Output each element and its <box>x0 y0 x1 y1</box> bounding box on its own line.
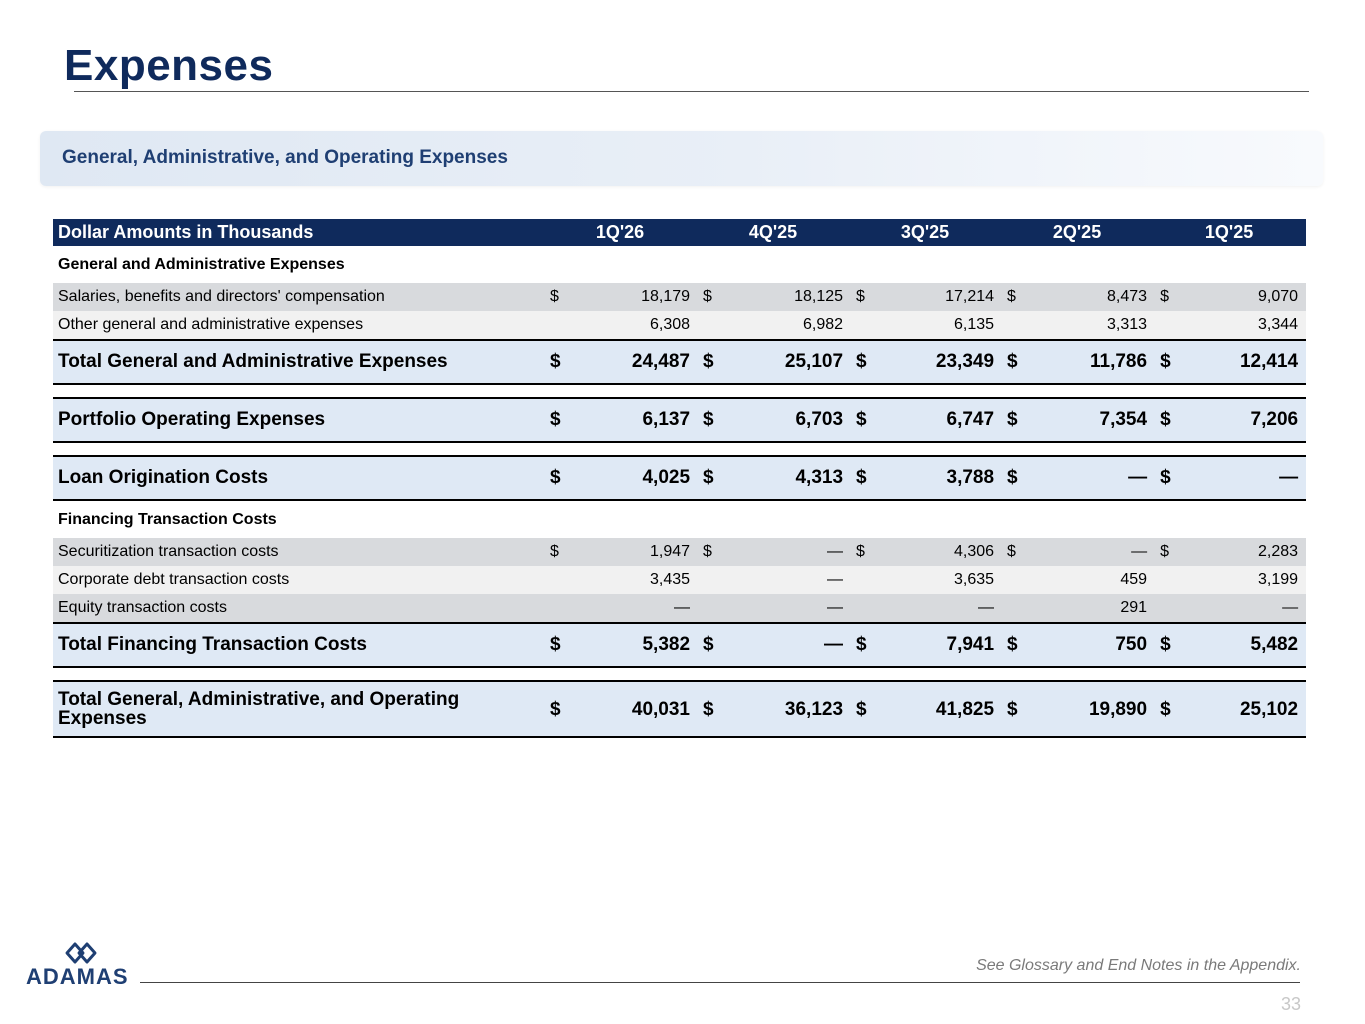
row-label: Portfolio Operating Expenses <box>53 398 545 442</box>
row-label: Total General and Administrative Expenses <box>53 340 545 384</box>
cell-value: — <box>571 594 698 623</box>
section-label: Financing Transaction Costs <box>58 510 277 528</box>
cell-value: — <box>1028 456 1155 500</box>
currency-symbol: $ <box>698 538 724 566</box>
table-body <box>53 246 1306 737</box>
cell-value: 3,435 <box>571 566 698 594</box>
spacer-row <box>53 442 1306 456</box>
currency-symbol: $ <box>698 623 724 667</box>
row-label: Salaries, benefits and directors' compensation <box>53 283 545 311</box>
currency-symbol: $ <box>1002 623 1028 667</box>
section-banner <box>40 131 1323 186</box>
currency-symbol: $ <box>545 623 571 667</box>
currency-symbol: $ <box>1155 340 1181 384</box>
currency-symbol: $ <box>1155 623 1181 667</box>
currency-symbol: $ <box>698 283 724 311</box>
cell-value: 4,313 <box>724 456 851 500</box>
row-label: Total Financing Transaction Costs <box>53 623 545 667</box>
currency-symbol: $ <box>545 340 571 384</box>
currency-symbol <box>1155 566 1181 594</box>
cell-value: 17,214 <box>877 283 1002 311</box>
currency-symbol: $ <box>1155 681 1181 737</box>
currency-symbol: $ <box>1155 398 1181 442</box>
cell-value: 25,102 <box>1181 681 1306 737</box>
cell-value: 25,107 <box>724 340 851 384</box>
table-header-row <box>53 219 1306 246</box>
currency-symbol: $ <box>698 340 724 384</box>
expenses-table <box>53 219 1306 738</box>
header-period: 4Q'25 <box>698 219 851 246</box>
currency-symbol <box>545 311 571 340</box>
currency-symbol <box>545 594 571 623</box>
currency-symbol <box>851 566 877 594</box>
cell-value: 8,473 <box>1028 283 1155 311</box>
cell-value: 291 <box>1028 594 1155 623</box>
currency-symbol: $ <box>851 283 877 311</box>
currency-symbol: $ <box>545 681 571 737</box>
currency-symbol <box>851 594 877 623</box>
section-label: General and Administrative Expenses <box>58 255 345 273</box>
currency-symbol <box>1002 594 1028 623</box>
total-row <box>53 456 1306 500</box>
cell-value: 19,890 <box>1028 681 1155 737</box>
cell-value: 7,354 <box>1028 398 1155 442</box>
cell-value: 3,199 <box>1181 566 1306 594</box>
row-label: Securitization transaction costs <box>53 538 545 566</box>
cell-value: 5,482 <box>1181 623 1306 667</box>
total-row <box>53 681 1306 737</box>
currency-symbol: $ <box>698 456 724 500</box>
cell-value: 4,306 <box>877 538 1002 566</box>
row-label: Corporate debt transaction costs <box>53 566 545 594</box>
currency-symbol: $ <box>1002 456 1028 500</box>
row-label: Equity transaction costs <box>53 594 545 623</box>
cell-value: — <box>724 566 851 594</box>
company-logo <box>26 940 136 990</box>
section-header-row <box>53 246 1306 283</box>
cell-value: 5,382 <box>571 623 698 667</box>
cell-value: — <box>1181 594 1306 623</box>
cell-value: — <box>724 623 851 667</box>
cell-value: 12,414 <box>1181 340 1306 384</box>
row-label: Loan Origination Costs <box>53 456 545 500</box>
cell-value: 36,123 <box>724 681 851 737</box>
table-row <box>53 566 1306 594</box>
cell-value: 9,070 <box>1181 283 1306 311</box>
table-row <box>53 311 1306 340</box>
total-row <box>53 623 1306 667</box>
cell-value: 11,786 <box>1028 340 1155 384</box>
currency-symbol: $ <box>1002 681 1028 737</box>
logo-mark-icon <box>63 940 99 966</box>
cell-value: 3,313 <box>1028 311 1155 340</box>
cell-value: 6,135 <box>877 311 1002 340</box>
currency-symbol: $ <box>698 398 724 442</box>
section-header-row <box>53 500 1306 538</box>
header-period: 1Q'26 <box>545 219 698 246</box>
header-period: 3Q'25 <box>851 219 1002 246</box>
table-row <box>53 538 1306 566</box>
title-divider <box>74 91 1309 92</box>
currency-symbol: $ <box>1155 283 1181 311</box>
page-number: 33 <box>1280 994 1301 1014</box>
spacer-row <box>53 384 1306 398</box>
table-row <box>53 594 1306 623</box>
cell-value: 2,283 <box>1181 538 1306 566</box>
cell-value: 4,025 <box>571 456 698 500</box>
currency-symbol: $ <box>1002 538 1028 566</box>
currency-symbol: $ <box>851 681 877 737</box>
cell-value: 40,031 <box>571 681 698 737</box>
row-label: Other general and administrative expenses <box>53 311 545 340</box>
footer-divider <box>140 982 1300 983</box>
cell-value: — <box>724 594 851 623</box>
cell-value: 6,308 <box>571 311 698 340</box>
currency-symbol: $ <box>1155 456 1181 500</box>
currency-symbol <box>1002 311 1028 340</box>
row-label: Total General, Administrative, and Operating Expenses <box>53 681 545 737</box>
cell-value: 41,825 <box>877 681 1002 737</box>
cell-value: — <box>877 594 1002 623</box>
cell-value: 18,179 <box>571 283 698 311</box>
header-period: 1Q'25 <box>1155 219 1306 246</box>
currency-symbol <box>698 311 724 340</box>
cell-value: 750 <box>1028 623 1155 667</box>
cell-value: 6,703 <box>724 398 851 442</box>
currency-symbol: $ <box>545 456 571 500</box>
currency-symbol: $ <box>545 538 571 566</box>
cell-value: 6,982 <box>724 311 851 340</box>
cell-value: 3,344 <box>1181 311 1306 340</box>
cell-value: 7,206 <box>1181 398 1306 442</box>
logo-text: ADAMAS <box>26 964 129 989</box>
spacer-row <box>53 667 1306 681</box>
currency-symbol: $ <box>851 623 877 667</box>
section-title: General, Administrative, and Operating Expenses <box>62 147 508 168</box>
page-title: Expenses <box>64 41 274 90</box>
currency-symbol: $ <box>851 398 877 442</box>
cell-value: 18,125 <box>724 283 851 311</box>
currency-symbol <box>1002 566 1028 594</box>
cell-value: 459 <box>1028 566 1155 594</box>
cell-value: 1,947 <box>571 538 698 566</box>
currency-symbol: $ <box>1002 283 1028 311</box>
currency-symbol: $ <box>1002 340 1028 384</box>
currency-symbol: $ <box>851 456 877 500</box>
currency-symbol <box>698 566 724 594</box>
currency-symbol: $ <box>545 283 571 311</box>
currency-symbol <box>698 594 724 623</box>
cell-value: 23,349 <box>877 340 1002 384</box>
currency-symbol <box>1155 594 1181 623</box>
currency-symbol <box>545 566 571 594</box>
cell-value: — <box>1181 456 1306 500</box>
cell-value: 3,635 <box>877 566 1002 594</box>
cell-value: — <box>1028 538 1155 566</box>
currency-symbol <box>1155 311 1181 340</box>
currency-symbol <box>851 311 877 340</box>
cell-value: 6,137 <box>571 398 698 442</box>
cell-value: 24,487 <box>571 340 698 384</box>
cell-value: 7,941 <box>877 623 1002 667</box>
header-label: Dollar Amounts in Thousands <box>53 219 545 246</box>
currency-symbol: $ <box>545 398 571 442</box>
cell-value: — <box>724 538 851 566</box>
footnote: See Glossary and End Notes in the Appendix. <box>976 957 1301 974</box>
currency-symbol: $ <box>698 681 724 737</box>
currency-symbol: $ <box>1155 538 1181 566</box>
header-period: 2Q'25 <box>1002 219 1155 246</box>
cell-value: 6,747 <box>877 398 1002 442</box>
currency-symbol: $ <box>851 538 877 566</box>
cell-value: 3,788 <box>877 456 1002 500</box>
table-row <box>53 283 1306 311</box>
currency-symbol: $ <box>851 340 877 384</box>
total-row <box>53 398 1306 442</box>
total-row <box>53 340 1306 384</box>
currency-symbol: $ <box>1002 398 1028 442</box>
